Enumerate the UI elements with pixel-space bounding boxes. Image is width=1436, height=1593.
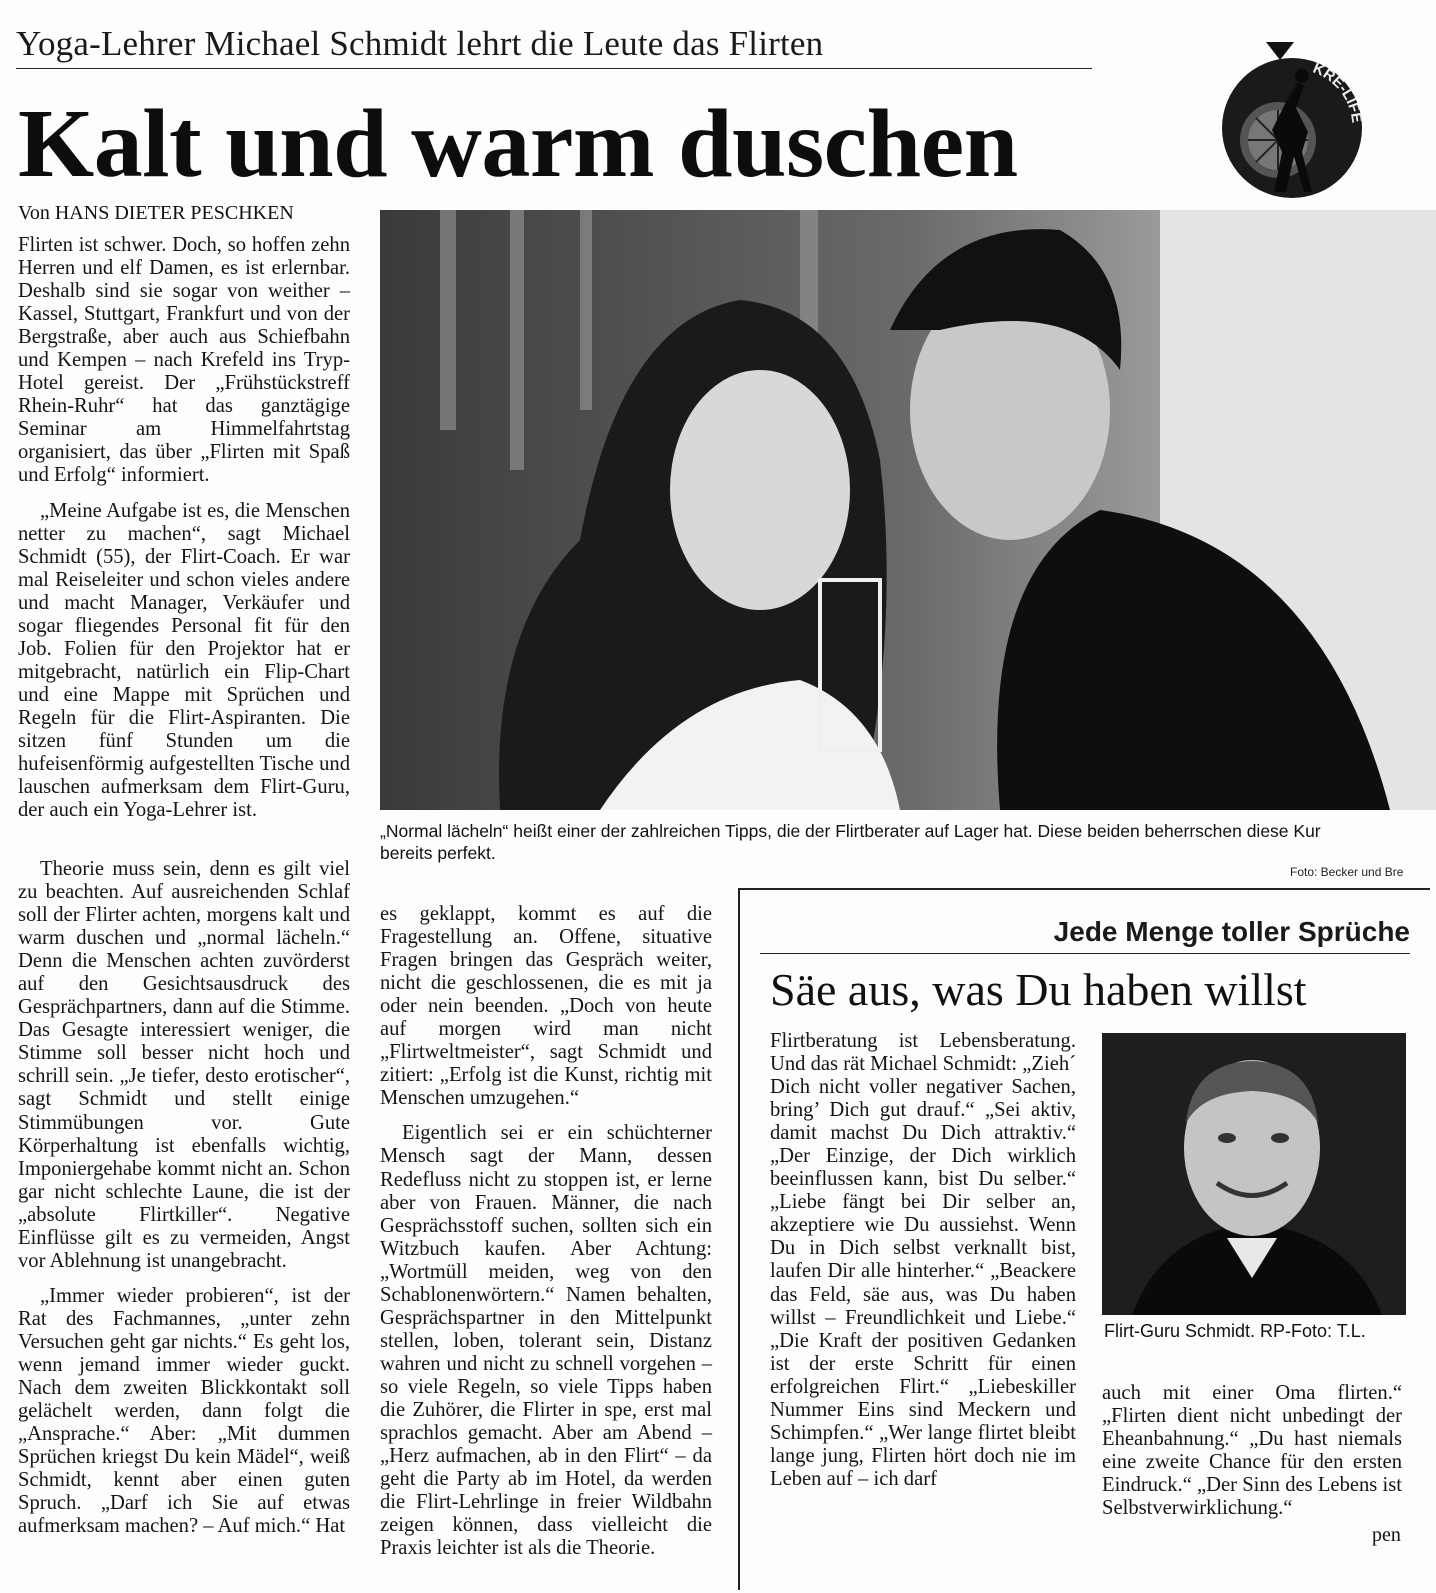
photo-credit: Foto: Becker und Bre: [1290, 865, 1404, 879]
photo-caption: [380, 820, 1436, 864]
sidebar-column-1: [770, 1030, 1076, 1503]
caption-line-1: „Normal lächeln“ heißt einer der zahlreichen Tipps, die der Flirtberater auf Lager hat. Diese beiden beherrschen diese Kur: [380, 821, 1321, 841]
paragraph: es geklappt, kommt es auf die Fragestellung an. Offene, situative Fragen bringen das Gespräch weiter, nicht die geschlossenen, die es mit ja oder nein beenden. „Doch von heute auf morgen wird man nicht „Flirtweltmeister“, sagt Schmidt und zitiert: „Erfolg ist die Kunst, richtig mit Menschen umzugehen.“: [380, 903, 712, 1110]
kre-life-logo: [1216, 42, 1368, 202]
byline: Von HANS DIETER PESCHKEN: [18, 202, 294, 224]
caption-line-2: bereits perfekt.: [380, 843, 496, 863]
article-column-2: [380, 903, 712, 1572]
sidebar-headline: Säe aus, was Du haben willst: [770, 964, 1307, 1015]
author-signature: pen: [1372, 1524, 1401, 1546]
paragraph: Flirten ist schwer. Doch, so hoffen zehn Herren und elf Damen, es ist erlernbar. Deshalb sind sie sogar von weither – Kassel, Stuttgart, Frankfurt und von der Bergstraße, aber auch aus Schiefbahn und Kempen – nach Krefeld ins Tryp-Hotel gereist. Der „Frühstückstreff Rhein-Ruhr“ hat das ganztägige Seminar am Himmelfahrtstag organisiert, das über „Flirten mit Spaß und Erfolg“ informiert.: [18, 234, 350, 487]
couple-photo: [380, 210, 1436, 810]
article-column-1-lower: [18, 858, 350, 1550]
article-kicker: Yoga-Lehrer Michael Schmidt lehrt die Leute das Flirten: [16, 22, 1092, 69]
sidebar-kicker: Jede Menge toller Sprüche: [760, 915, 1410, 954]
paragraph: auch mit einer Oma flirten.“ „Flirten dient nicht unbedingt der Eheanbahnung.“ „Du hast niemals eine zweite Chance für den ersten Eindruck.“ „Der Sinn des Lebens ist Selbstverwirklichung.“: [1102, 1382, 1402, 1520]
article-headline: Kalt und warm duschen: [18, 90, 1018, 198]
paragraph: „Immer wieder probieren“, ist der Rat des Fachmannes, „unter zehn Versuchen geht gar nichts.“ Es geht los, wenn jemand immer wieder guckt. Nach dem zweiten Blickkontakt soll gelächelt werden, dann folgt die „Ansprache.“ Aber: „Mit dummen Sprüchen kriegst Du kein Mädel“, weiß Schmidt, kennt aber einen guten Spruch. „Darf ich Sie auf etwas aufmerksam machen? – Auf mich.“ Hat: [18, 1284, 350, 1538]
paragraph: Theorie muss sein, denn es gilt viel zu beachten. Auf ausreichenden Schlaf soll der Flirter achten, morgens kalt und warm duschen und „normal lächeln.“ Denn die Menschen achten zuvörderst auf den Gesichtsausdruck des Gesprächpartners, dann auf die Stimme. Das Gesagte interessiert weniger, die Stimme soll besser nicht hoch und schrill sein. „Je tiefer, desto erotischer“, sagt Schmidt und stellt einige Stimmübungen vor. Gute Körperhaltung ist ebenfalls wichtig, Imponiergehabe kommt nicht an. Schon gar nicht schlechte Laune, die ist der „absolute Flirtkiller“. Negative Einflüsse gilt es zu vermeiden, Angst vor Ablehnung ist unangebracht.: [18, 858, 350, 1272]
article-column-1: [18, 234, 350, 834]
paragraph: Flirtberatung ist Lebensberatung. Und das rät Michael Schmidt: „Zieh´ Dich nicht voller negativer Sachen, bring’ Dich gut drauf.“ „Sei aktiv, damit machst Du Dich attraktiv.“ „Der Einzige, der Dich wirklich beeinflussen kann, bist Du selber.“ „Liebe fängt bei Dir selber an, akzeptiere wie Du aussiehst. Wenn Du in Dich selbst verknallt bist, laufen Dir alle hinterher.“ „Beackere das Feld, säe aus, was Du haben willst – Freundlichkeit und Liebe.“ „Die Kraft der positiven Gedanken ist der erste Schritt für einen erfolgreichen Flirt.“ „Liebeskiller Nummer Eins sind Meckern und Schimpfen.“ „Wer lange flirtet bleibt lange jung, Flirten hört doch nie im Leben auf – ich darf: [770, 1030, 1076, 1490]
sidebar-column-2: [1102, 1382, 1402, 1532]
logo-text: KRE-LIFE: [1310, 59, 1366, 124]
portrait-photo: [1102, 1033, 1406, 1315]
paragraph: Eigentlich sei er ein schüchterner Mensch sagt der Mann, dessen Redefluss nicht zu stoppen ist, er lerne aber von Frauen. Männer, die nach Gesprächsstoff suchen, sollten sich ein Witzbuch kaufen. Aber Achtung: „Wortmüll meiden, weg von den Schablonenwörtern.“ Namen behalten, Gesprächspartner in den Mittelpunkt stellen, loben, tolerant sein, Distanz wahren und nicht zu schnell vorgehen – so viele Regeln, so viele Tipps haben die Zuhörer, die Flirter in spe, erst mal sprachlos gemacht. Aber am Abend – „Herz aufmachen, ab in den Flirt“ – da geht die Party ab im Hotel, da werden die Flirt-Lehrlinge in freier Wildbahn zeigen können, dass vielleicht die Praxis leichter ist als die Theorie.: [380, 1122, 712, 1560]
portrait-caption: Flirt-Guru Schmidt. RP-Foto: T.L.: [1104, 1321, 1366, 1341]
paragraph: „Meine Aufgabe ist es, die Menschen netter zu machen“, sagt Michael Schmidt (55), der Flirt-Coach. Er war mal Reiseleiter und schon vieles andere und macht Manager, Verkäufer und sogar fliegendes Personal fit für den Job. Folien für den Projektor hat er mitgebracht, natürlich ein Flip-Chart und eine Mappe mit Sprüchen und Regeln für die Flirt-Aspiranten. Die sitzen fünf Stunden um die hufeisenförmig aufgestellten Tische und lauschen aufmerksam dem Flirt-Guru, der auch ein Yoga-Lehrer ist.: [18, 499, 350, 822]
